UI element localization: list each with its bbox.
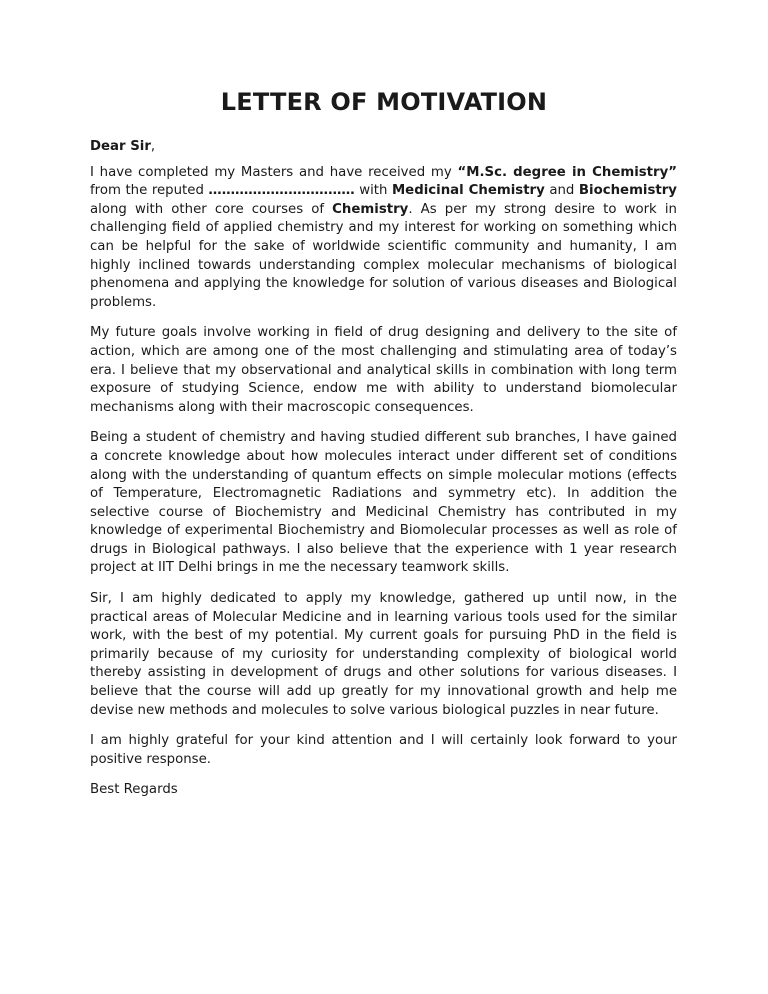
salutation-punctuation: , <box>150 139 156 154</box>
salutation-text: Dear Sir <box>90 139 151 154</box>
salutation <box>90 138 677 157</box>
degree-name: “M.Sc. degree in Chemistry” <box>457 164 678 180</box>
subject-medicinal-chemistry: Medicinal Chemistry <box>391 183 545 199</box>
university-blank: …………………………… <box>208 183 355 199</box>
subject-chemistry: Chemistry <box>332 201 409 217</box>
paragraph-1-part: . As per my strong desire to work in challenging field of applied chemistry and my interest for working on something which can be helpful for the sake of worldwide scientific community and humanity, I am highly inclined towards understanding complex molecular mechanisms of biological phenomena and applying the knowledge for solution of various diseases and Biological problems. <box>90 201 677 310</box>
letter-body <box>90 138 677 800</box>
paragraph-2: My future goals involve working in field of drug designing and delivery to the site of action, which are among one of the most challenging and stimulating area of today’s era. I believe that my observational and analytical skills in combination with long term exposure of studying Science, endow me with ability to understand biomolecular mechanisms along with their macroscopic consequences. <box>90 325 677 415</box>
paragraph-4: Sir, I am highly dedicated to apply my knowledge, gathered up until now, in the practical areas of Molecular Medicine and in learning various tools used for the similar work, with the best of my potential. My current goals for pursuing PhD in the field is primarily because of my curiosity for understanding complexity of biological world thereby assisting in development of drugs and other solutions for various diseases. I believe that the course will add up greatly for my innovational growth and help me devise new methods and molecules to solve various biological puzzles in near future. <box>90 591 677 718</box>
closing: Best Regards <box>90 782 178 798</box>
paragraph-1-part: from the reputed <box>90 183 209 199</box>
subject-biochemistry: Biochemistry <box>578 183 677 199</box>
paragraph-1-part: I have completed my Masters and have received my <box>90 164 458 180</box>
paragraph-1-part: and <box>544 183 579 199</box>
letter-title: LETTER OF MOTIVATION <box>220 88 548 116</box>
paragraph-5: I am highly grateful for your kind attention and I will certainly look forward to your positive response. <box>90 733 677 767</box>
paragraph-1-part: with <box>354 183 392 199</box>
paragraph-1-part: along with other core courses of <box>90 201 333 217</box>
paragraph-3: Being a student of chemistry and having studied different sub branches, I have gained a concrete knowledge about how molecules interact under different set of conditions along with the understanding of quantum effects on simple molecular motions (effects of Temperature, Electromagnetic Radiations and symmetry etc). In addition the selective course of Biochemistry and Medicinal Chemistry has contributed in my knowledge of experimental Biochemistry and Biomolecular processes as well as role of drugs in Biological pathways. I also believe that the experience with 1 year research project at IIT Delhi brings in me the necessary teamwork skills. <box>90 430 677 576</box>
paragraph-1 <box>90 164 677 313</box>
